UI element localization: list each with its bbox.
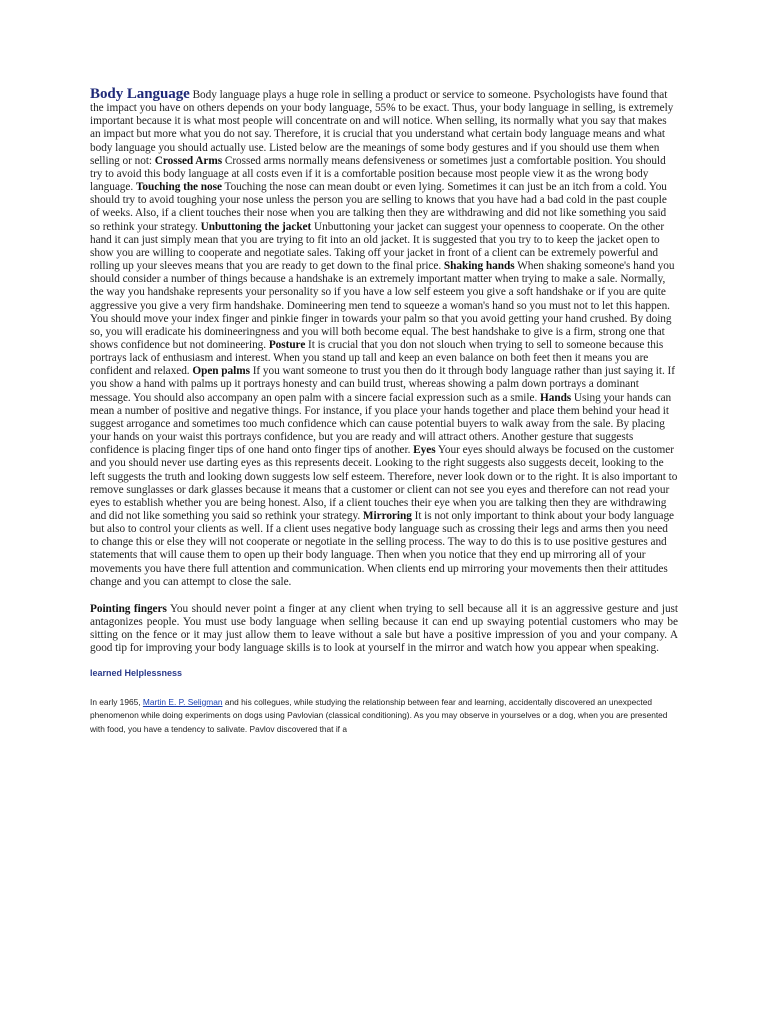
term-eyes: Eyes (413, 444, 436, 457)
text-pointing-fingers: You should never point a finger at any client when trying to sell because all it is an aggressive gesture and just antagonizes people. You must use body language when selling because it can end up swaying potential customers who may be sitting on the fence or it may just allow them to leave without a sale but have a positive impression of you and your company. A good tip for improving your body language skills is to look at yourself in the mirror and watch how you appear when speaking. (90, 602, 678, 655)
term-pointing-fingers: Pointing fingers (90, 602, 167, 615)
term-hands: Hands (540, 391, 572, 404)
term-posture: Posture (268, 338, 306, 351)
pointing-fingers-paragraph (90, 603, 678, 656)
term-unbuttoning-jacket: Unbuttoning the jacket (200, 220, 312, 233)
document-title: Body Language (90, 86, 190, 102)
body-language-paragraph (90, 88, 678, 589)
text-eyes: Your eyes should always be focused on the customer and you should never use darting eyes as this represents deceit. Looking to the right suggests also suggests deceit, looking to the left suggests the truth and looking down suggests low self esteem. Therefore, never look down or to the right. It is also important to remove sunglasses or dark glasses because it means that a customer or client can not see you eyes and therefore can not read your eyes to establish whether you are being honest. Also, if a client touches their eye when you are talking then they are withdrawing and did not like something you said so rethink your strategy. (90, 444, 678, 522)
text-unbuttoning-jacket: Unbuttoning your jacket can suggest your openness to cooperate. On the other hand it can just simply mean that you are trying to fit into an old jacket. It is suggested that you try to to keep the jacket open to show you are willing to cooperate and negotiate sales. Taking off your jacket in front of a client can be extremely powerful and rolling up your sleeves means that you are ready to get down to the final price. (90, 220, 665, 273)
term-open-palms: Open palms (192, 365, 250, 378)
document-page (90, 88, 678, 737)
helplessness-pre-link: In early 1965, (90, 696, 143, 707)
heading-spacer (90, 678, 678, 696)
section-heading-learned-helplessness: learned Helplessness (90, 667, 183, 678)
term-shaking-hands: Shaking hands (443, 260, 515, 273)
text-shaking-hands: When shaking someone's hand you should consider a number of things because a handshake is an extremely important matter when trying to make a sale. Normally, the way you handshake represents your personality so if you have a low self esteem you give a soft handshake or if you are quite aggressive you give a very firm handshake. Domineering men tend to squeeze a woman's hand so you must not to let this happen. You should move your index finger and pinkie finger in towards your palm so that you avoid getting your hand crushed. By doing so, you will eradicate his domineeringness and you will both become equal. The best handshake to give is a firm, strong one that shows confidence but not domineering. (90, 260, 675, 351)
helplessness-paragraph (90, 696, 678, 737)
section-spacer (90, 656, 678, 668)
term-crossed-arms: Crossed Arms (154, 154, 223, 167)
text-crossed-arms: Crossed arms normally means defensiveness or sometimes just a comfortable position. You should try to avoid this body language at all costs even if it is a comfortable position because most people view it as the wrong body language. (90, 154, 666, 194)
text-hands: Using your hands can mean a number of positive and negative things. For instance, if you place your hands together and place them behind your head it suggest arrogance and sometimes too much confidence which can cause potential buyers to walk away from the sale. By placing your hands on your waist this portrays confidence, but you are ready and will attract others. Another gesture that suggests confidence is placing finger tips of one hand onto finger tips of another. (90, 391, 672, 457)
term-touching-nose: Touching the nose (135, 181, 222, 194)
text-touching-nose: Touching the nose can mean doubt or even lying. Sometimes it can just be an itch from a cold. You should try to avoid toughing your nose unless the person you are selling to knows that you have had a bad cold in the past couple of weeks. Also, if a client touches their nose when you are talking then they are withdrawing and did not like something you said so rethink your strategy. (90, 181, 667, 233)
helplessness-post-link: and his collegues, while studying the relationship between fear and learning, accidentally discovered an unexpected phenomenon while doing experiments on dogs using Pavlovian (classical conditioning). As you may observe in yourselves or a dog, when you are presented with food, you have a tendency to salivate. Pavlov discovered that if a (90, 696, 668, 735)
intro-text: Body language plays a huge role in selling a product or service to someone. Psychologists have found that the impact you have on others depends on your body language, 55% to be exact. Thus, your body language in selling, is extremely important because it is what most people will concentrate on and will notice. When selling, its normally what you say that makes an impact but more what you do not say. Therefore, it is crucial that you understand what certain body language means and what body language you should actually use. Listed below are the meanings of some body gestures and if you should use them when selling or not: (90, 89, 674, 167)
text-posture: It is crucial that you don not slouch when trying to sell to someone because this portrays lack of enthusiasm and interest. When you stand up tall and keep an even balance on both feet then it means you are confident and relaxed. (90, 338, 664, 378)
text-open-palms: If you want someone to trust you then do it through body language rather than just saying it. If you show a hand with palms up it portrays honesty and can build trust, whereas showing a palm down portrays a dominant message. You should also accompany an open palm with a sincere facial expression such as a smile. (90, 365, 675, 404)
seligman-link[interactable]: Martin E. P. Seligman (142, 696, 223, 707)
text-mirroring: It is not only important to think about your body language but also to control your clients as well. If a client uses negative body language such as crossing their legs and arms then you need to change this or else they will not cooperate or negotiate in the selling process. The way to do this is to use positive gestures and statements that will cause them to open up their body language. Then when you notice that they end up mirroring all of your movements you have there full attention and communication. When clients end up mirroring your movements then their attitudes change and you can attempt to close the sale. (90, 510, 675, 588)
paragraph-spacer (90, 589, 678, 603)
term-mirroring: Mirroring (362, 510, 412, 522)
